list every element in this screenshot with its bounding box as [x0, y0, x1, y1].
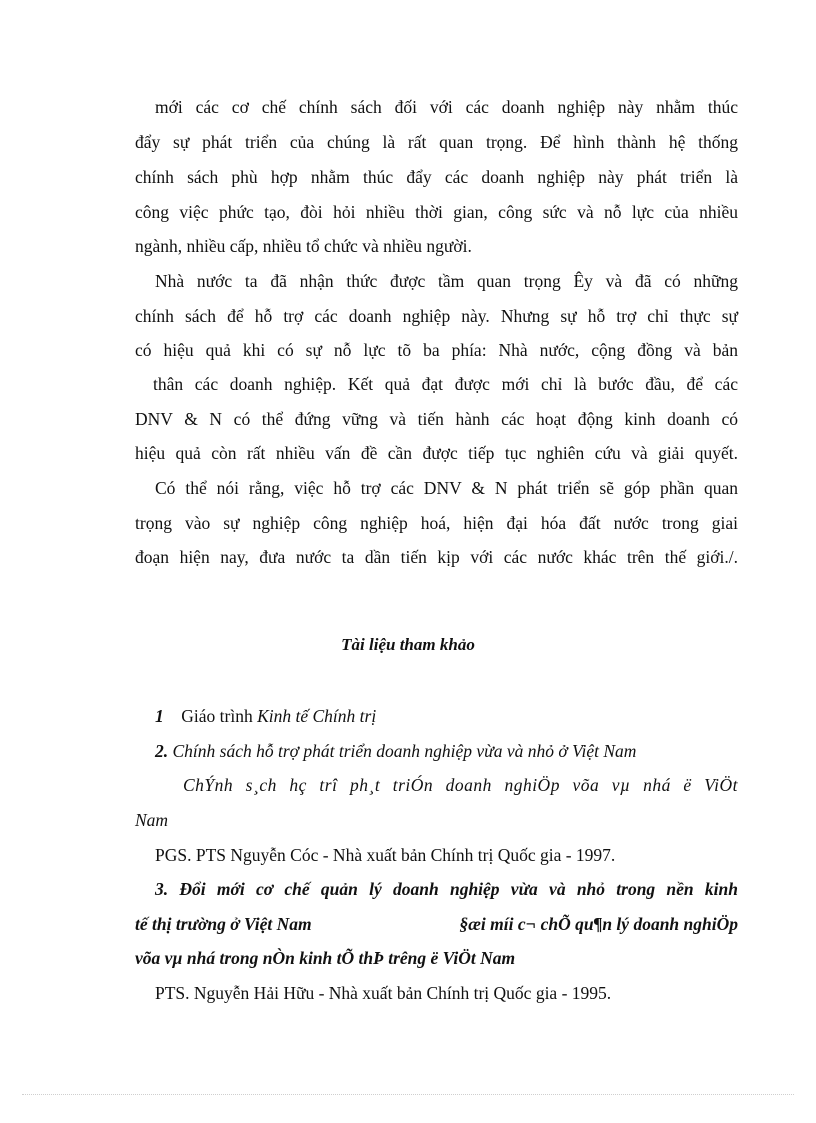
body-line: chính sách phù hợp nhằm thúc đẩy các doanh nghiệp này phát triển là	[135, 167, 738, 187]
body-line: DNV & N có thể đứng vững và tiến hành các hoạt động kinh doanh có	[135, 409, 738, 429]
reference-title: Kinh tế Chính trị	[257, 706, 377, 726]
body-line: có hiệu quả khi có sự nỗ lực tõ ba phía: Nhà nước, cộng đồng và bản	[135, 340, 738, 360]
reference-number: 2.	[155, 741, 169, 761]
reference-author: PTS. Nguyễn Hải Hữu - Nhà xuất bản Chính trị Quốc gia - 1995.	[155, 983, 612, 1003]
body-line: mới các cơ chế chính sách đối với các doanh nghiệp này nhằm thúc	[155, 97, 738, 117]
reference-item-1	[155, 704, 376, 728]
page-bottom-rule	[22, 1094, 794, 1095]
reference-garbled-title: võa vµ nhá trong nÒn kinh tÕ thÞ trêng ë ViÖt Nam	[135, 948, 516, 968]
reference-title: Chính sách hỗ trợ phát triển doanh nghiệp vừa và nhỏ ở Việt Nam	[172, 741, 637, 761]
reference-title-line	[135, 912, 738, 936]
body-line: chính sách để hỗ trợ các doanh nghiệp này. Nhưng sự hỗ trợ chỉ thực sự	[135, 306, 738, 326]
body-line: đẩy sự phát triển của chúng là rất quan trọng. Để hình thành hệ thống	[135, 132, 738, 152]
reference-prefix: Giáo trình	[181, 706, 253, 726]
reference-garbled-title: ChÝnh s¸ch hç trî ph¸t triÓn doanh nghiÖp võa vµ nhá ë ViÖt	[183, 775, 738, 795]
body-line: Nhà nước ta đã nhận thức được tầm quan trọng Êy và đã có những	[155, 271, 738, 291]
body-line: hiệu quả còn rất nhiều vấn đề cần được tiếp tục nghiên cứu và giải quyết.	[135, 443, 738, 463]
reference-item-2	[155, 739, 636, 763]
reference-number: 3.	[155, 879, 169, 899]
reference-title: Đổi mới cơ chế quản lý doanh nghiệp vừa và nhỏ trong nền kinh	[179, 879, 738, 899]
body-line: trọng vào sự nghiệp công nghiệp hoá, hiện đại hóa đất nước trong giai	[135, 513, 738, 533]
reference-number: 1	[155, 706, 164, 726]
reference-garbled-title: Nam	[135, 810, 169, 830]
body-line: đoạn hiện nay, đưa nước ta dần tiến kịp với các nước khác trên thế giới./.	[135, 547, 738, 567]
reference-garbled-title: §æi míi c¬ chÕ qu¶n lý doanh nghiÖp	[459, 914, 738, 934]
reference-item-3	[155, 877, 738, 901]
body-line: thân các doanh nghiệp. Kết quả đạt được mới chỉ là bước đầu, để các	[153, 374, 738, 394]
body-line: công việc phức tạo, đòi hỏi nhiều thời gian, công sức và nỗ lực của nhiều	[135, 202, 738, 222]
reference-author: PGS. PTS Nguyễn Cóc - Nhà xuất bản Chính trị Quốc gia - 1997.	[155, 845, 616, 865]
body-line: Có thể nói rằng, việc hỗ trợ các DNV & N phát triển sẽ góp phần quan	[155, 478, 738, 498]
reference-title: tế thị trường ở Việt Nam	[135, 914, 312, 934]
body-line: ngành, nhiều cấp, nhiều tổ chức và nhiều người.	[135, 236, 472, 256]
references-heading: Tài liệu tham khảo	[341, 635, 475, 654]
